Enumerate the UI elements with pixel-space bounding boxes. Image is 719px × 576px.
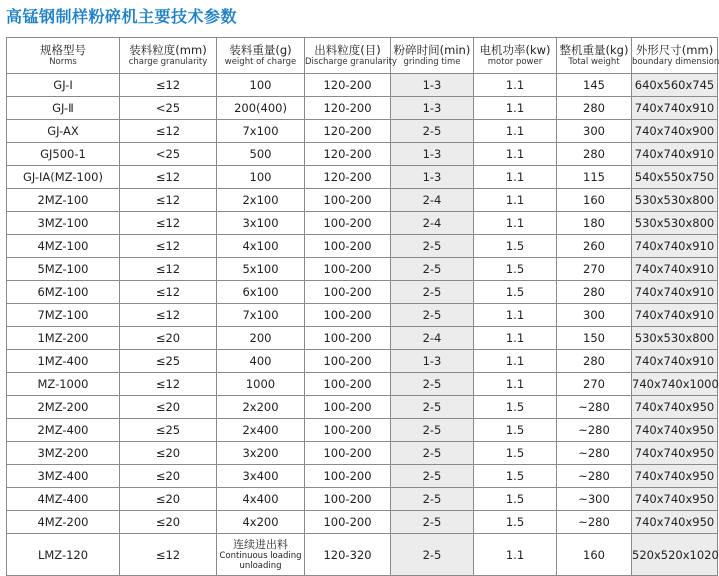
cell-model: MZ-1000 <box>7 373 120 396</box>
cell-charge-granularity: ≤12 <box>120 74 217 97</box>
cell-motor-power: 1.5 <box>474 488 557 511</box>
cell-discharge-granularity: 100-200 <box>305 327 391 350</box>
cell-model: 2MZ-100 <box>7 189 120 212</box>
cell-total-weight: ~300 <box>557 488 632 511</box>
header-discharge-granularity: 出料粒度(目) Discharge granularity <box>305 38 391 74</box>
cell-grinding-time: 1-3 <box>391 143 474 166</box>
cell-discharge-granularity: 100-200 <box>305 189 391 212</box>
cell-discharge-granularity: 120-200 <box>305 97 391 120</box>
cell-charge-granularity: ≤12 <box>120 120 217 143</box>
cell-total-weight: 115 <box>557 166 632 189</box>
header-boundary-dimension: 外形尺寸(mm) boundary dimension <box>632 38 718 74</box>
cell-grinding-time: 2-5 <box>391 235 474 258</box>
cell-discharge-granularity: 100-200 <box>305 442 391 465</box>
table-row <box>7 74 718 97</box>
cell-total-weight: ~280 <box>557 419 632 442</box>
cell-discharge-granularity: 120-200 <box>305 166 391 189</box>
cell-weight-of-charge: 1000 <box>217 373 305 396</box>
cell-grinding-time: 2-5 <box>391 534 474 576</box>
cell-weight-of-charge: 7x100 <box>217 120 305 143</box>
cell-grinding-time: 1-3 <box>391 74 474 97</box>
cell-discharge-granularity: 100-200 <box>305 419 391 442</box>
cell-discharge-granularity: 100-200 <box>305 235 391 258</box>
cell-charge-granularity: ≤25 <box>120 419 217 442</box>
cell-boundary-dimension: 530x530x800 <box>632 212 718 235</box>
cell-weight-of-charge <box>217 534 305 576</box>
cell-model: 5MZ-100 <box>7 258 120 281</box>
table-row <box>7 419 718 442</box>
cell-motor-power: 1.1 <box>474 74 557 97</box>
cell-motor-power: 1.1 <box>474 120 557 143</box>
cell-motor-power: 1.5 <box>474 511 557 534</box>
cell-boundary-dimension: 740x740x910 <box>632 235 718 258</box>
cell-boundary-dimension: 740x740x1000 <box>632 373 718 396</box>
cell-motor-power: 1.5 <box>474 442 557 465</box>
cell-boundary-dimension: 740x740x910 <box>632 97 718 120</box>
cell-total-weight: 280 <box>557 281 632 304</box>
cell-total-weight: 150 <box>557 327 632 350</box>
cell-total-weight: 300 <box>557 120 632 143</box>
cell-discharge-granularity: 100-200 <box>305 258 391 281</box>
cell-model: 3MZ-200 <box>7 442 120 465</box>
cell-discharge-granularity: 100-200 <box>305 465 391 488</box>
table-row <box>7 373 718 396</box>
cell-boundary-dimension: 740x740x950 <box>632 419 718 442</box>
table-row <box>7 327 718 350</box>
cell-weight-of-charge: 500 <box>217 143 305 166</box>
cell-weight-of-charge: 4x100 <box>217 235 305 258</box>
table-row <box>7 120 718 143</box>
cell-grinding-time: 2-5 <box>391 396 474 419</box>
cell-discharge-granularity: 100-200 <box>305 350 391 373</box>
cell-total-weight: 270 <box>557 373 632 396</box>
cell-motor-power: 1.5 <box>474 419 557 442</box>
cell-charge-granularity: ≤12 <box>120 304 217 327</box>
cell-weight-zh: 连续进出料 <box>233 538 288 551</box>
cell-motor-power: 1.1 <box>474 166 557 189</box>
cell-charge-granularity: ≤12 <box>120 534 217 576</box>
cell-model: 3MZ-400 <box>7 465 120 488</box>
cell-motor-power: 1.1 <box>474 212 557 235</box>
cell-model: 7MZ-100 <box>7 304 120 327</box>
cell-model: GJ-Ⅰ <box>7 74 120 97</box>
cell-total-weight: 280 <box>557 350 632 373</box>
cell-grinding-time: 2-5 <box>391 465 474 488</box>
table-row <box>7 235 718 258</box>
cell-charge-granularity: ≤12 <box>120 166 217 189</box>
cell-model: LMZ-120 <box>7 534 120 576</box>
cell-motor-power: 1.1 <box>474 534 557 576</box>
cell-discharge-granularity: 120-200 <box>305 120 391 143</box>
cell-weight-of-charge: 4x200 <box>217 511 305 534</box>
cell-grinding-time: 1-3 <box>391 97 474 120</box>
cell-boundary-dimension: 640x560x745 <box>632 74 718 97</box>
cell-charge-granularity: ≤12 <box>120 189 217 212</box>
cell-charge-granularity: <25 <box>120 143 217 166</box>
cell-total-weight: 260 <box>557 235 632 258</box>
cell-total-weight: ~280 <box>557 442 632 465</box>
cell-boundary-dimension: 740x740x910 <box>632 143 718 166</box>
cell-model: 3MZ-100 <box>7 212 120 235</box>
cell-weight-of-charge: 3x400 <box>217 465 305 488</box>
cell-motor-power: 1.1 <box>474 327 557 350</box>
cell-discharge-granularity: 100-200 <box>305 396 391 419</box>
cell-motor-power: 1.1 <box>474 143 557 166</box>
cell-boundary-dimension: 740x740x950 <box>632 511 718 534</box>
header-weight-of-charge: 装料重量(g) weight of charge <box>217 38 305 74</box>
cell-motor-power: 1.5 <box>474 281 557 304</box>
cell-weight-en-1: Continuous loading <box>219 551 302 561</box>
cell-grinding-time: 2-5 <box>391 120 474 143</box>
cell-charge-granularity: ≤12 <box>120 212 217 235</box>
cell-weight-of-charge: 200 <box>217 327 305 350</box>
cell-model: 4MZ-100 <box>7 235 120 258</box>
cell-weight-of-charge: 2x200 <box>217 396 305 419</box>
page-title: 高锰钢制样粉碎机主要技术参数 <box>6 7 238 26</box>
table-body <box>7 74 718 576</box>
table-row <box>7 304 718 327</box>
cell-total-weight: 270 <box>557 258 632 281</box>
cell-model: 1MZ-200 <box>7 327 120 350</box>
cell-boundary-dimension: 520x520x1020 <box>632 534 718 576</box>
table-row-lmz-120 <box>7 534 718 576</box>
cell-model: GJ-AX <box>7 120 120 143</box>
cell-weight-of-charge: 6x100 <box>217 281 305 304</box>
cell-boundary-dimension: 740x740x910 <box>632 281 718 304</box>
header-row <box>7 38 718 74</box>
cell-boundary-dimension: 740x740x950 <box>632 488 718 511</box>
cell-motor-power: 1.5 <box>474 235 557 258</box>
cell-motor-power: 1.5 <box>474 396 557 419</box>
cell-grinding-time: 2-5 <box>391 281 474 304</box>
cell-discharge-granularity: 100-200 <box>305 511 391 534</box>
cell-grinding-time: 2-5 <box>391 373 474 396</box>
table-row <box>7 189 718 212</box>
header-grinding-time: 粉碎时间(min) grinding time <box>391 38 474 74</box>
header-total-weight: 整机重量(kg) Total weight <box>557 38 632 74</box>
cell-motor-power: 1.1 <box>474 350 557 373</box>
cell-total-weight: 280 <box>557 97 632 120</box>
cell-charge-granularity: ≤12 <box>120 373 217 396</box>
cell-grinding-time: 2-5 <box>391 511 474 534</box>
cell-weight-of-charge: 400 <box>217 350 305 373</box>
cell-weight-of-charge: 3x100 <box>217 212 305 235</box>
cell-total-weight: 280 <box>557 143 632 166</box>
cell-weight-of-charge: 100 <box>217 166 305 189</box>
cell-model: 2MZ-200 <box>7 396 120 419</box>
cell-total-weight: ~280 <box>557 396 632 419</box>
cell-boundary-dimension: 740x740x910 <box>632 258 718 281</box>
cell-model: 6MZ-100 <box>7 281 120 304</box>
cell-boundary-dimension: 540x550x750 <box>632 166 718 189</box>
cell-grinding-time: 2-4 <box>391 327 474 350</box>
cell-boundary-dimension: 740x740x950 <box>632 396 718 419</box>
cell-model: GJ-IA(MZ-100) <box>7 166 120 189</box>
table-row <box>7 97 718 120</box>
table-row <box>7 442 718 465</box>
header-norms: 规格型号 Norms <box>7 38 120 74</box>
cell-charge-granularity: ≤20 <box>120 327 217 350</box>
cell-weight-of-charge: 2x100 <box>217 189 305 212</box>
cell-grinding-time: 2-5 <box>391 304 474 327</box>
cell-model: GJ500-1 <box>7 143 120 166</box>
cell-model: 4MZ-400 <box>7 488 120 511</box>
cell-total-weight: 160 <box>557 189 632 212</box>
cell-boundary-dimension: 530x530x800 <box>632 327 718 350</box>
cell-model: 4MZ-200 <box>7 511 120 534</box>
cell-discharge-granularity: 100-200 <box>305 212 391 235</box>
cell-discharge-granularity: 120-200 <box>305 143 391 166</box>
cell-boundary-dimension: 740x740x950 <box>632 442 718 465</box>
cell-charge-granularity: ≤12 <box>120 235 217 258</box>
cell-discharge-granularity: 100-200 <box>305 488 391 511</box>
cell-charge-granularity: ≤25 <box>120 350 217 373</box>
cell-motor-power: 1.5 <box>474 465 557 488</box>
table-row <box>7 143 718 166</box>
cell-total-weight: 145 <box>557 74 632 97</box>
cell-discharge-granularity: 120-320 <box>305 534 391 576</box>
cell-charge-granularity: ≤20 <box>120 442 217 465</box>
header-charge-granularity: 装料粒度(mm) charge granularity <box>120 38 217 74</box>
cell-charge-granularity: ≤20 <box>120 465 217 488</box>
cell-charge-granularity: ≤20 <box>120 488 217 511</box>
cell-discharge-granularity: 100-200 <box>305 373 391 396</box>
cell-weight-en-2: unloading <box>239 561 282 571</box>
cell-grinding-time: 2-5 <box>391 442 474 465</box>
cell-boundary-dimension: 740x740x900 <box>632 120 718 143</box>
table-row <box>7 396 718 419</box>
cell-boundary-dimension: 530x530x800 <box>632 189 718 212</box>
cell-grinding-time: 2-5 <box>391 488 474 511</box>
cell-boundary-dimension: 740x740x910 <box>632 304 718 327</box>
table-row <box>7 212 718 235</box>
cell-discharge-granularity: 120-200 <box>305 74 391 97</box>
table-row <box>7 350 718 373</box>
table-row <box>7 281 718 304</box>
cell-charge-granularity: ≤12 <box>120 258 217 281</box>
cell-grinding-time: 1-3 <box>391 350 474 373</box>
cell-weight-of-charge: 3x200 <box>217 442 305 465</box>
cell-model: 1MZ-400 <box>7 350 120 373</box>
cell-weight-of-charge: 4x400 <box>217 488 305 511</box>
cell-grinding-time: 2-4 <box>391 189 474 212</box>
cell-weight-of-charge: 200(400) <box>217 97 305 120</box>
cell-total-weight: ~280 <box>557 465 632 488</box>
cell-weight-of-charge: 7x100 <box>217 304 305 327</box>
cell-grinding-time: 2-4 <box>391 212 474 235</box>
cell-motor-power: 1.1 <box>474 304 557 327</box>
cell-grinding-time: 2-5 <box>391 419 474 442</box>
cell-motor-power: 1.1 <box>474 373 557 396</box>
cell-motor-power: 1.1 <box>474 97 557 120</box>
cell-total-weight: 300 <box>557 304 632 327</box>
spec-table <box>6 37 718 576</box>
header-motor-power: 电机功率(kw) motor power <box>474 38 557 74</box>
cell-discharge-granularity: 100-200 <box>305 281 391 304</box>
cell-motor-power: 1.1 <box>474 189 557 212</box>
cell-charge-granularity: ≤20 <box>120 396 217 419</box>
cell-weight-of-charge: 5x100 <box>217 258 305 281</box>
cell-discharge-granularity: 100-200 <box>305 304 391 327</box>
cell-total-weight: 160 <box>557 534 632 576</box>
cell-motor-power: 1.5 <box>474 258 557 281</box>
cell-grinding-time: 1-3 <box>391 166 474 189</box>
cell-charge-granularity: ≤20 <box>120 511 217 534</box>
cell-total-weight: ~280 <box>557 511 632 534</box>
table-row <box>7 465 718 488</box>
table-row <box>7 488 718 511</box>
cell-model: GJ-Ⅱ <box>7 97 120 120</box>
cell-weight-of-charge: 100 <box>217 74 305 97</box>
cell-charge-granularity: <25 <box>120 97 217 120</box>
cell-boundary-dimension: 740x740x950 <box>632 465 718 488</box>
table-row <box>7 511 718 534</box>
cell-total-weight: 180 <box>557 212 632 235</box>
cell-boundary-dimension: 740x740x910 <box>632 350 718 373</box>
table-row <box>7 166 718 189</box>
table-row <box>7 258 718 281</box>
cell-weight-of-charge: 2x400 <box>217 419 305 442</box>
cell-charge-granularity: ≤12 <box>120 281 217 304</box>
cell-model: 2MZ-400 <box>7 419 120 442</box>
cell-grinding-time: 2-5 <box>391 258 474 281</box>
